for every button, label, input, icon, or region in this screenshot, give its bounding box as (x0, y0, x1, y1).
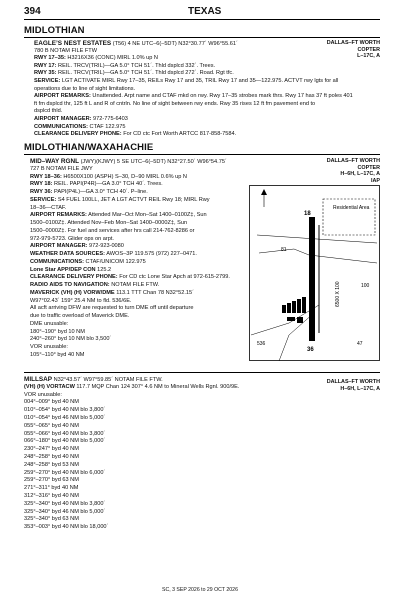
entry-text: All acft arriving DFW are requested to turn DME off until departure (30, 305, 194, 312)
midlothian-line (34, 124, 126, 131)
entry-text: CTAF 122.975 (87, 123, 126, 130)
entry-text: 180°–190° byd 10 NM (30, 328, 85, 335)
page-number: 394 (24, 6, 41, 17)
millsap-line (24, 516, 79, 523)
entry-text: ft fm dsplcd thr, 125 ft L and R of cntrln. No line of sight between rwy ends. Rwy 35 rises 12 ft fm pavement end to (34, 100, 316, 107)
entry-text: 105°–110° byd 40 NM (30, 351, 85, 358)
airport-diagram (249, 185, 380, 361)
chart-ref: H–6H, L–17C, A (340, 171, 380, 177)
waxahachie-line (30, 329, 85, 336)
waxahachie-line (30, 344, 68, 351)
millsap-line (24, 399, 79, 406)
entry-text: 325°–340° byd 40 NM blo 3,800´ (24, 500, 106, 507)
entry-label: SERVICE: (30, 196, 57, 203)
midlothian-line (34, 55, 158, 62)
note-100: 100 (361, 283, 370, 289)
chart-ref: DALLAS–FT WORTH (326, 40, 380, 46)
entry-label: MAVERICK (VH) (H) VORW/DME (30, 289, 115, 296)
waxahachie-line (30, 259, 146, 266)
entry-text: 727 B NOTAM FILE JWY (30, 165, 93, 172)
midlothian-line (34, 78, 338, 85)
runway-dimensions: 6500 X 100 (335, 281, 341, 307)
entry-label: RWY 17: (34, 62, 57, 69)
highway-536: 536 (257, 341, 266, 347)
waxahachie-line (30, 290, 194, 297)
entry-text: Attended Mar–Oct Mon–Sat 1400–0100Z‡, Sun (86, 212, 207, 219)
entry-label: CLEARANCE DELIVERY PHONE: (30, 274, 118, 281)
waxahachie-line (30, 321, 68, 328)
entry-label: EAGLE’S NEST ESTATES (34, 40, 112, 47)
entry-text: REIL. TRCV(TRIL)—GA 5.0° TCH 51´. Thld dsplcd 332´. Trees. (56, 62, 216, 69)
entry-label: AIRPORT MANAGER: (30, 243, 88, 250)
entry-text: 230°–247° byd 40 NM (24, 446, 79, 453)
entry-label: RWY 36: (30, 189, 53, 195)
midlothian-chart-refs (327, 40, 380, 60)
section-rule (24, 37, 380, 38)
waxahachie-line (30, 174, 187, 181)
highway-81: 81 (281, 247, 287, 253)
entry-text: Unattended. Arpt name and CTAF mkd on rwy. Rwy 17–35 strobes mark thrs. Rwy 17 has 37 ft poles 401 (90, 93, 353, 100)
millsap-line (24, 485, 78, 492)
entry-text: 240°–260° byd 10 NM blo 3,500´ (30, 336, 112, 343)
millsap-line (24, 423, 79, 430)
section-rule (24, 154, 380, 155)
entry-text: NOTAM FILE FTW. (109, 282, 160, 288)
entry-text: 1500–0100Z‡. Attended Nov–Feb Mon–Sat 1400–0000Z‡, Sun (30, 220, 188, 226)
section-rule (24, 372, 380, 373)
millsap-line (24, 493, 79, 500)
entry-text: REIL. PAPI(P4R)—GA 3.0° TCH 40´. Trees. (52, 181, 163, 188)
millsap-line (24, 376, 163, 384)
midlothian-line (34, 131, 236, 138)
entry-text: N32°43.57´ W97°59.85´ NOTAM FILE FTW. (52, 377, 163, 383)
entry-text: 259°–270° byd 63 NM (24, 477, 79, 484)
entry-text: 18–36—CTAF. (30, 204, 67, 211)
entry-text: 972-979-5723. Glider ops on arpt. (30, 235, 114, 242)
entry-text: 010°–054° byd 40 NM blo 3,800´ (24, 407, 106, 414)
midlothian-line (34, 108, 62, 115)
entry-text: 066°–180° byd 40 NM blo 5,000´ (24, 438, 106, 445)
entry-text: 055°–066° byd 40 NM blo 3,800´ (24, 430, 106, 437)
midlothian-line (34, 70, 234, 77)
millsap-line (24, 462, 79, 469)
millsap-line (24, 477, 79, 484)
waxahachie-line (30, 236, 114, 243)
waxahachie-line (30, 220, 187, 227)
entry-text: 004°–009° byd 40 NM (24, 399, 79, 406)
entry-text: 248°–258° byd 53 NM (24, 461, 79, 468)
waxahachie-line (30, 166, 93, 173)
entry-text: LGT ACTIVATE MIRL Rwy 17–35, REILs Rwy 17 and 35, TRIL Rwy 17 and 35—122.975. ACTVT rwy lgts for all (60, 78, 339, 84)
entry-label: AIRPORT MANAGER: (34, 116, 92, 122)
waxahachie-line (30, 205, 66, 212)
millsap-line (24, 509, 105, 516)
entry-text: 972-923-0080 (87, 243, 124, 250)
city-midlothian: MIDLOTHIAN (24, 25, 85, 36)
header-rule (24, 19, 380, 20)
midlothian-line (34, 48, 97, 55)
entry-label: RADIO AIDS TO NAVIGATION: (30, 282, 110, 288)
chart-ref: L–17C, A (357, 53, 380, 59)
chart-ref: COPTER (357, 46, 380, 53)
entry-text: W97°02.43´ 159° 25.4 NM to fld. 536/6E. (30, 297, 132, 304)
entry-text: H6500X100 (ASPH) S–30, D–90 MIRL 0.6% up N (61, 173, 187, 180)
waxahachie-line (30, 305, 193, 312)
millsap-line (24, 470, 105, 477)
entry-label: RWY 18–36: (30, 173, 62, 180)
waxahachie-line (30, 251, 197, 258)
millsap-line (24, 407, 105, 414)
entry-label: COMMUNICATIONS: (34, 123, 88, 130)
entry-text: DME unusable: (30, 320, 69, 327)
chart-ref: DALLAS–FT WORTH (326, 379, 380, 385)
waxahachie-chart-refs (327, 158, 380, 184)
waxahachie-line (30, 313, 129, 320)
entry-text: 780 B NOTAM FILE FTW (34, 47, 97, 54)
entry-label: AIRPORT REMARKS: (30, 212, 87, 219)
entry-label: MILLSAP (24, 376, 53, 383)
entry-text: 113.1 TTT Chan 78 N32°52.15´ (114, 289, 194, 296)
midlothian-line (34, 63, 215, 70)
entry-text: For CD ctc Fort Worth ARTCC 817-858-7584. (121, 131, 237, 138)
entry-text: (T56) 4 NE UTC–6(–5DT) N32°30.77´ W96°55.61´ (111, 41, 238, 47)
millsap-line (24, 384, 239, 391)
state-title: TEXAS (188, 6, 222, 17)
millsap-line (24, 392, 62, 399)
millsap-line (24, 501, 105, 508)
waxahachie-line (30, 352, 84, 359)
entry-text: 117.7 MQP Chan 124 307° 4.6 NM to Mineral Wells Rgnl. 900/9E. (74, 383, 240, 390)
waxahachie-line (30, 243, 124, 250)
entry-text: PAPI(P4L)—GA 3.0° TCH 40´. P–line. (52, 189, 148, 195)
millsap-line (24, 431, 105, 438)
waxahachie-line (30, 181, 163, 188)
waxahachie-line (30, 189, 148, 196)
entry-label: RWY 17–35: (34, 55, 66, 62)
footer-effective-dates: SC, 3 SEP 2026 to 29 OCT 2026 (162, 587, 238, 593)
entry-label: SERVICE: (34, 78, 61, 84)
entry-label: Lone Star APP/DEP CON (30, 266, 96, 273)
entry-text: 1500–0000Z‡. For fuel and services after hrs call 214-762-8286 or (30, 227, 195, 234)
waxahachie-line (30, 267, 111, 274)
waxahachie-line (30, 212, 207, 219)
entry-label: (VH) (H) VORTACW (24, 383, 75, 390)
waxahachie-line (30, 282, 159, 289)
entry-text: due to traffic overload of Maverick DME. (30, 313, 130, 319)
entry-label: CLEARANCE DELIVERY PHONE: (34, 131, 122, 138)
millsap-line (24, 454, 79, 461)
millsap-line (24, 415, 105, 422)
runway-end-36: 36 (307, 347, 314, 353)
note-47: 47 (357, 341, 363, 347)
entry-text: For CD ctc Lone Star Apch at 972-615-2799. (117, 274, 230, 281)
waxahachie-line (30, 197, 210, 204)
entry-text: VOR unusable: (24, 391, 62, 398)
runway-end-18: 18 (304, 211, 311, 217)
entry-text: 259°–270° byd 40 NM blo 6,000´ (24, 469, 106, 476)
entry-text: 248°–258° byd 40 NM (24, 454, 79, 460)
midlothian-line (34, 101, 315, 108)
waxahachie-line (30, 336, 111, 343)
entry-text: S4 FUEL 100LL, JET A LGT ACTVT REIL Rwy 18; MIRL Rwy (56, 196, 210, 203)
entry-text: VOR unusable: (30, 344, 68, 350)
entry-label: RWY 35: (34, 70, 57, 77)
entry-text: H3216X36 (CONC) MIRL 1.0% up N (65, 55, 158, 62)
entry-label: AIRPORT REMARKS: (34, 93, 91, 100)
entry-label: WEATHER DATA SOURCES: (30, 251, 105, 257)
chart-ref: IAP (371, 177, 380, 184)
entry-text: CTAF/UNICOM 122.975 (83, 258, 146, 265)
entry-label: RWY 18: (30, 181, 53, 188)
entry-text: 353°–003° byd 40 NM blo 18,000´ (24, 524, 109, 531)
entry-text: 010°–054° byd 46 NM blo 5,000´ (24, 415, 106, 421)
entry-text: operations due to line of sight limitations. (34, 85, 136, 92)
city-waxahachie: MIDLOTHIAN/WAXAHACHIE (24, 142, 154, 153)
waxahachie-line (30, 274, 230, 281)
entry-text: 312°–316° byd 40 NM (24, 493, 79, 499)
waxahachie-line (30, 228, 195, 235)
entry-text: 325°–340° byd 46 NM blo 5,000´ (24, 508, 106, 515)
midlothian-line (34, 116, 128, 123)
entry-text: dsplcd thld. (34, 108, 63, 115)
chart-ref: COPTER (357, 164, 380, 171)
entry-text: 325°–340° byd 63 NM (24, 516, 79, 523)
entry-text: 972-775-6403 (91, 116, 128, 122)
entry-label: MID–WAY RGNL (30, 158, 80, 165)
chart-ref: H–6H, L–17C, A (340, 385, 380, 392)
chart-ref: DALLAS–FT WORTH (326, 158, 380, 164)
millsap-chart-refs (327, 379, 380, 392)
entry-text: (JWY)(KJWY) 5 SE UTC–6(–5DT) N32°27.50´ W96°54.75´ (79, 159, 227, 165)
midlothian-line (34, 93, 353, 100)
entry-text: 271°–311° byd 40 NM (24, 485, 79, 492)
millsap-line (24, 438, 105, 445)
midlothian-line (34, 86, 135, 93)
runway-18-36 (309, 217, 315, 341)
waxahachie-line (30, 298, 132, 305)
millsap-line (24, 524, 108, 531)
entry-text: 055°–065° byd 40 NM (24, 422, 79, 429)
millsap-line (24, 446, 79, 453)
residential-label: Residential Area (333, 205, 370, 211)
entry-text: 125.2 (95, 266, 112, 273)
entry-label: COMMUNICATIONS: (30, 258, 84, 265)
entry-text: REIL. TRCV(TRIL)—GA 5.0° TCH 51´. Thld dsplcd 272´. Road. Rgt tfc. (56, 70, 234, 77)
entry-text: AWOS–3P 119.575 (972) 227–0471. (105, 251, 197, 257)
